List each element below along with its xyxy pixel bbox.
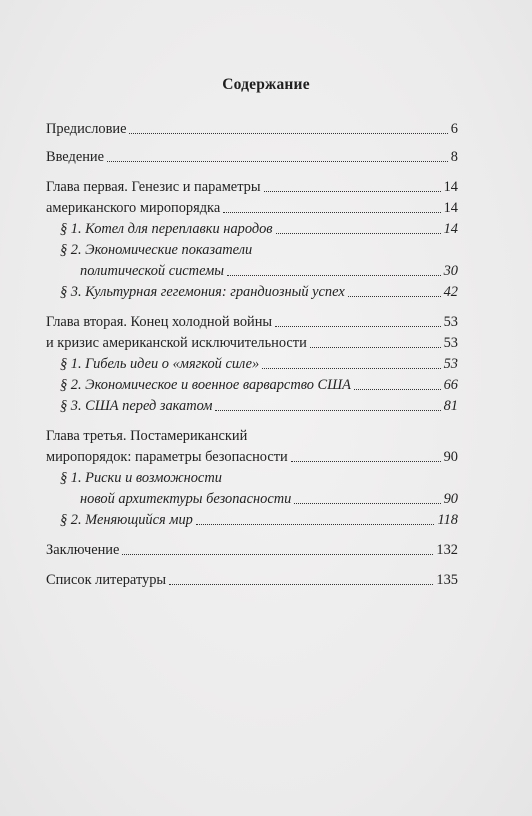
- toc-entry-title: § 2. Меняющийся мир: [60, 512, 193, 528]
- dot-leader: [348, 296, 441, 297]
- toc-entry-title: § 3. Культурная гегемония: грандиозный успех: [60, 284, 345, 300]
- dot-leader: [227, 275, 441, 276]
- toc-entry-title: и кризис американской исключительности: [46, 335, 307, 351]
- toc-entry: [46, 423, 458, 445]
- toc-entry: [46, 195, 458, 217]
- dot-leader: [223, 212, 440, 213]
- toc-entry-page: 14: [443, 179, 458, 195]
- toc-entry-page: 30: [443, 263, 458, 279]
- dot-leader: [310, 347, 441, 348]
- dot-leader: [294, 503, 440, 504]
- toc-entry-page: 90: [443, 491, 458, 507]
- toc-entry-page: 81: [443, 398, 458, 414]
- toc-entry-title: Список литературы: [46, 572, 167, 588]
- toc-entry-title: Глава третья. Постамериканский: [46, 428, 248, 444]
- toc-entry: [46, 309, 458, 331]
- toc-entry-page: 53: [443, 356, 458, 372]
- toc-entry-page: 53: [443, 314, 458, 330]
- toc-entry: [60, 507, 458, 529]
- dot-leader: [129, 133, 447, 134]
- toc-entry-page: 53: [443, 335, 458, 351]
- toc-entry: [60, 279, 458, 301]
- toc-entry: [80, 486, 458, 508]
- toc-entry: [60, 372, 458, 394]
- dot-leader: [354, 389, 441, 390]
- toc-entry-title: § 2. Экономические показатели: [60, 242, 253, 258]
- toc-entry: [60, 465, 458, 487]
- toc-entry: [46, 537, 458, 559]
- dot-leader: [169, 584, 433, 585]
- dot-leader: [264, 191, 441, 192]
- toc-entry: [46, 116, 458, 138]
- dot-leader: [122, 554, 433, 555]
- toc-entry-title: миропорядок: параметры безопасности: [46, 449, 288, 465]
- toc-entry: [60, 351, 458, 373]
- dot-leader: [107, 161, 448, 162]
- toc-entry: [60, 216, 458, 238]
- toc-entry-page: 132: [436, 542, 458, 558]
- toc-entry-page: 42: [443, 284, 458, 300]
- toc-entry-title: § 1. Гибель идеи о «мягкой силе»: [60, 356, 260, 372]
- toc-entry: [46, 174, 458, 196]
- toc-entry: [60, 237, 458, 259]
- toc-entry-page: 14: [443, 200, 458, 216]
- toc-entry-title: Заключение: [46, 542, 120, 558]
- toc-entry-title: § 1. Риски и возможности: [60, 470, 222, 486]
- toc-entry-title: новой архитектуры безопасности: [80, 491, 292, 507]
- toc-entry-title: § 2. Экономическое и военное варварство США: [60, 377, 351, 393]
- toc-entry-page: 8: [450, 149, 458, 165]
- dot-leader: [215, 410, 440, 411]
- toc-entry-page: 66: [443, 377, 458, 393]
- dot-leader: [196, 524, 435, 525]
- toc-entry: [46, 330, 458, 352]
- toc-entry: [46, 444, 458, 466]
- toc-entry-title: Глава первая. Генезис и параметры: [46, 179, 261, 195]
- toc-entry-title: американского миропорядка: [46, 200, 221, 216]
- dot-leader: [291, 461, 441, 462]
- toc-entry: [60, 393, 458, 415]
- toc-entry-title: Предисловие: [46, 121, 127, 137]
- toc-entry-page: 90: [443, 449, 458, 465]
- toc-entry-page: 118: [437, 512, 458, 528]
- toc-entry-title: § 1. Котел для переплавки народов: [60, 221, 273, 237]
- toc-entry-title: Введение: [46, 149, 105, 165]
- toc-entry-page: 14: [443, 221, 458, 237]
- toc-entry: [46, 567, 458, 589]
- dot-leader: [275, 326, 441, 327]
- toc-entry-page: 6: [450, 121, 458, 137]
- toc-entry-page: 135: [436, 572, 458, 588]
- toc-entry-title: § 3. США перед закатом: [60, 398, 213, 414]
- toc-entry: [46, 144, 458, 166]
- dot-leader: [262, 368, 440, 369]
- toc-entry-title: Глава вторая. Конец холодной войны: [46, 314, 273, 330]
- page-title: Содержание: [222, 76, 310, 93]
- toc-entry-title: политической системы: [80, 263, 225, 279]
- dot-leader: [276, 233, 441, 234]
- toc-entry: [80, 258, 458, 280]
